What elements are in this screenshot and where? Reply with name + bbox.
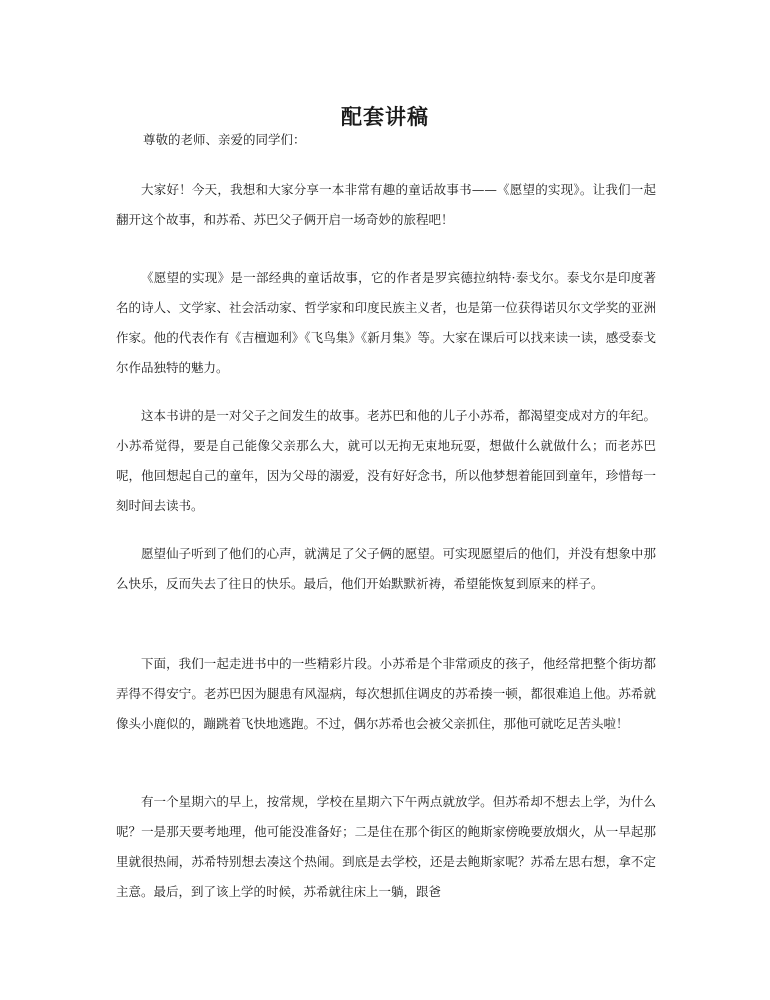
greeting: 尊敬的老师、亲爱的同学们： [143,132,306,147]
paragraph: 下面，我们一起走进书中的一些精彩片段。小苏希是个非常顽皮的孩子，他经常把整个街坊都弄得不得安宁。老苏巴因为腿患有风湿病，每次想抓住调皮的苏希揍一顿，都很难追上他。苏希就像头小鹿似的，蹦跳着飞快地逃跑。不过，偶尔苏希也会被父亲抓住，那他可就吃足苦头啦！ [116,656,656,731]
paragraph: 有一个星期六的早上，按常规，学校在星期六下午两点就放学。但苏希却不想去上学，为什么呢？一是那天要考地理，他可能没准备好；二是住在那个街区的鲍斯家傍晚要放烟火，从一早起那里就很热闹，苏希特别想去凑这个热闹。到底是去学校，还是去鲍斯家呢？苏希左思右想，拿不定主意。最后，到了该上学的时候，苏希就往床上一躺，跟爸 [116,794,656,899]
document-title: 配套讲稿 [341,104,429,130]
paragraph: 大家好！今天，我想和大家分享一本非常有趣的童话故事书——《愿望的实现》。让我们一起翻开这个故事，和苏希、苏巴父子俩开启一场奇妙的旅程吧！ [116,182,656,227]
paragraph: 愿望仙子听到了他们的心声，就满足了父子俩的愿望。可实现愿望后的他们，并没有想象中那么快乐，反而失去了往日的快乐。最后，他们开始默默祈祷，希望能恢复到原来的样子。 [116,546,656,591]
paragraph: 《愿望的实现》是一部经典的童话故事，它的作者是罗宾德拉纳特·泰戈尔。泰戈尔是印度著名的诗人、文学家、社会活动家、哲学家和印度民族主义者，也是第一位获得诺贝尔文学奖的亚洲作家。他的代表作有《吉檀迦利》《飞鸟集》《新月集》等。大家在课后可以找来读一读，感受泰戈尔作品独特的魅力。 [116,270,656,375]
paragraph: 这本书讲的是一对父子之间发生的故事。老苏巴和他的儿子小苏希，都渴望变成对方的年纪。小苏希觉得，要是自己能像父亲那么大，就可以无拘无束地玩耍，想做什么就做什么；而老苏巴呢，他回想起自己的童年，因为父母的溺爱，没有好好念书，所以他梦想着能回到童年，珍惜每一刻时间去读书。 [116,408,656,513]
